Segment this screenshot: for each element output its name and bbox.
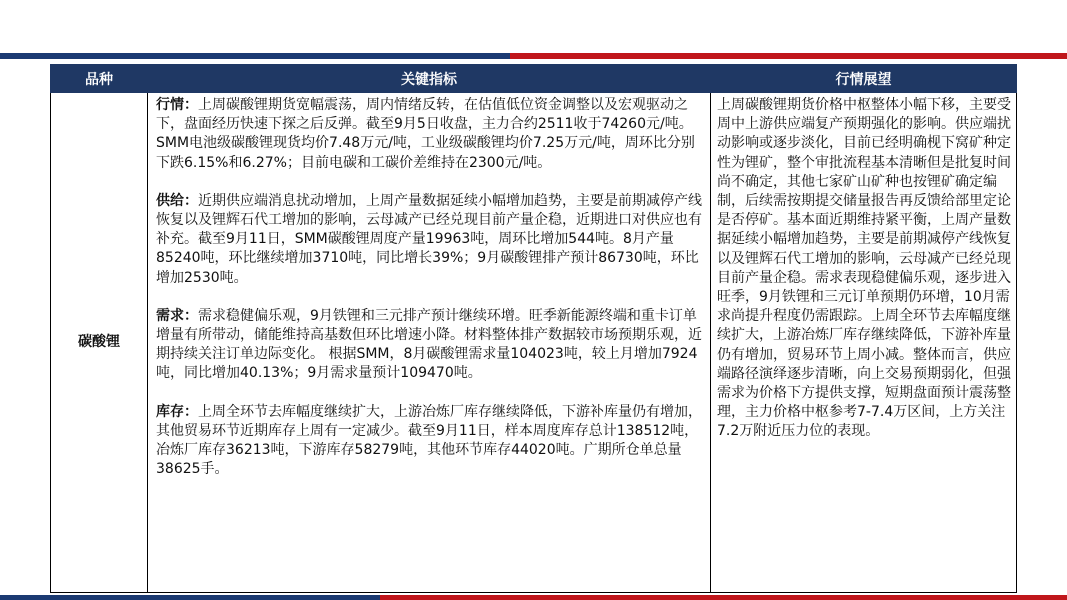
header-indicators: 关键指标 <box>148 65 711 93</box>
header-row <box>51 65 1017 93</box>
demand-paragraph <box>156 307 702 384</box>
market-label: 行情： <box>156 97 198 113</box>
market-text: 上周碳酸锂期货宽幅震荡，周内情绪反转，在估值低位资金调整以及宏观驱动之下，盘面经历快速下探之后反弹。截至9月5日收盘，主力合约2511收于74260元/吨。SMM电池级碳酸锂现货均价7.48万元/吨，工业级碳酸锂均价7.25万元/吨，周环比分别下跌6.15%和6.27%；目前电碳和工碳价差维持在2300元/吨。 <box>156 97 695 171</box>
table-row <box>51 93 1017 593</box>
inventory-label: 库存： <box>156 403 198 420</box>
outlook-cell: 上周碳酸锂期货价格中枢整体小幅下移，主要受周中上游供应端复产预期强化的影响。供应端扰动影响或逐步淡化，目前已经明确枧下窝矿种定性为锂矿，整个审批流程基本清晰但是批复时间尚不确定，其他七家矿山矿种也按锂矿确定编制，后续需按期提交储量报告再反馈给部里定论是否停矿。基本面近期维持紧平衡，上周产量数据延续小幅增加趋势，主要是前期减停产线恢复以及锂辉石代工增加的影响，云母减产已经兑现目前产量企稳。需求表现稳健偏乐观，逐步进入旺季，9月铁锂和三元订单预期仍环增，10月需求尚提升程度仍需跟踪。上周全环节去库幅度继续扩大，上游冶炼厂库存继续降低，下游补库量仍有增加，贸易环节上周小减。整体而言，供应端路径演绎逐步清晰，向上交易预期弱化，但强需求为价格下方提供支撑，短期盘面预计震荡整理，主力价格中枢参考7-7.4万区间，上方关注7.2万附近压力位的表现。 <box>711 93 1017 593</box>
bottom-bar-blue <box>0 595 380 600</box>
indicators-cell <box>148 93 711 593</box>
supply-text: 近期供应端消息扰动增加，上周产量数据延续小幅增加趋势，主要是前期减停产线恢复以及锂辉石代工增加的影响，云母减产已经兑现目前产量企稳，近期进口对供应也有补充。截至9月11日，SMM碳酸锂周度产量19963吨，周环比增加544吨。8月产量85240吨，环比继续增加3710吨，同比增长39%；9月碳酸锂排产预计86730吨，环比增加2530吨。 <box>156 192 702 286</box>
header-product: 品种 <box>51 65 148 93</box>
bottom-accent-bar <box>0 595 1067 600</box>
header-outlook: 行情展望 <box>711 65 1017 93</box>
demand-text: 需求稳健偏乐观，9月铁锂和三元排产预计继续环增。旺季新能源终端和重卡订单增量有所带动，储能维持高基数但环比增速小降。材料整体排产数据较市场预期乐观，近期持续关注订单边际变化。 根据SMM，8月碳酸锂需求量104023吨，较上月增加7924吨，同比增加40.13%；9月需求量预计109470吨。 <box>156 307 702 382</box>
top-bar-blue <box>0 53 510 59</box>
top-accent-bar <box>0 53 1067 59</box>
inventory-text: 上周全环节去库幅度继续扩大，上游冶炼厂库存继续降低，下游补库量仍有增加，其他贸易环节近期库存上周有一定减少。截至9月11日，样本周度库存总计138512吨，冶炼厂库存36213吨，下游库存58279吨，其他环节库存44020吨。广期所仓单总量38625手。 <box>156 403 702 478</box>
bottom-bar-red <box>380 595 1067 600</box>
supply-label: 供给： <box>156 192 198 209</box>
inventory-paragraph <box>156 403 702 480</box>
market-paragraph <box>156 96 702 173</box>
supply-paragraph <box>156 192 702 288</box>
top-bar-red <box>510 53 1067 59</box>
demand-label: 需求： <box>156 307 198 324</box>
product-cell: 碳酸锂 <box>51 93 148 593</box>
lithium-carbonate-table <box>50 64 1017 593</box>
